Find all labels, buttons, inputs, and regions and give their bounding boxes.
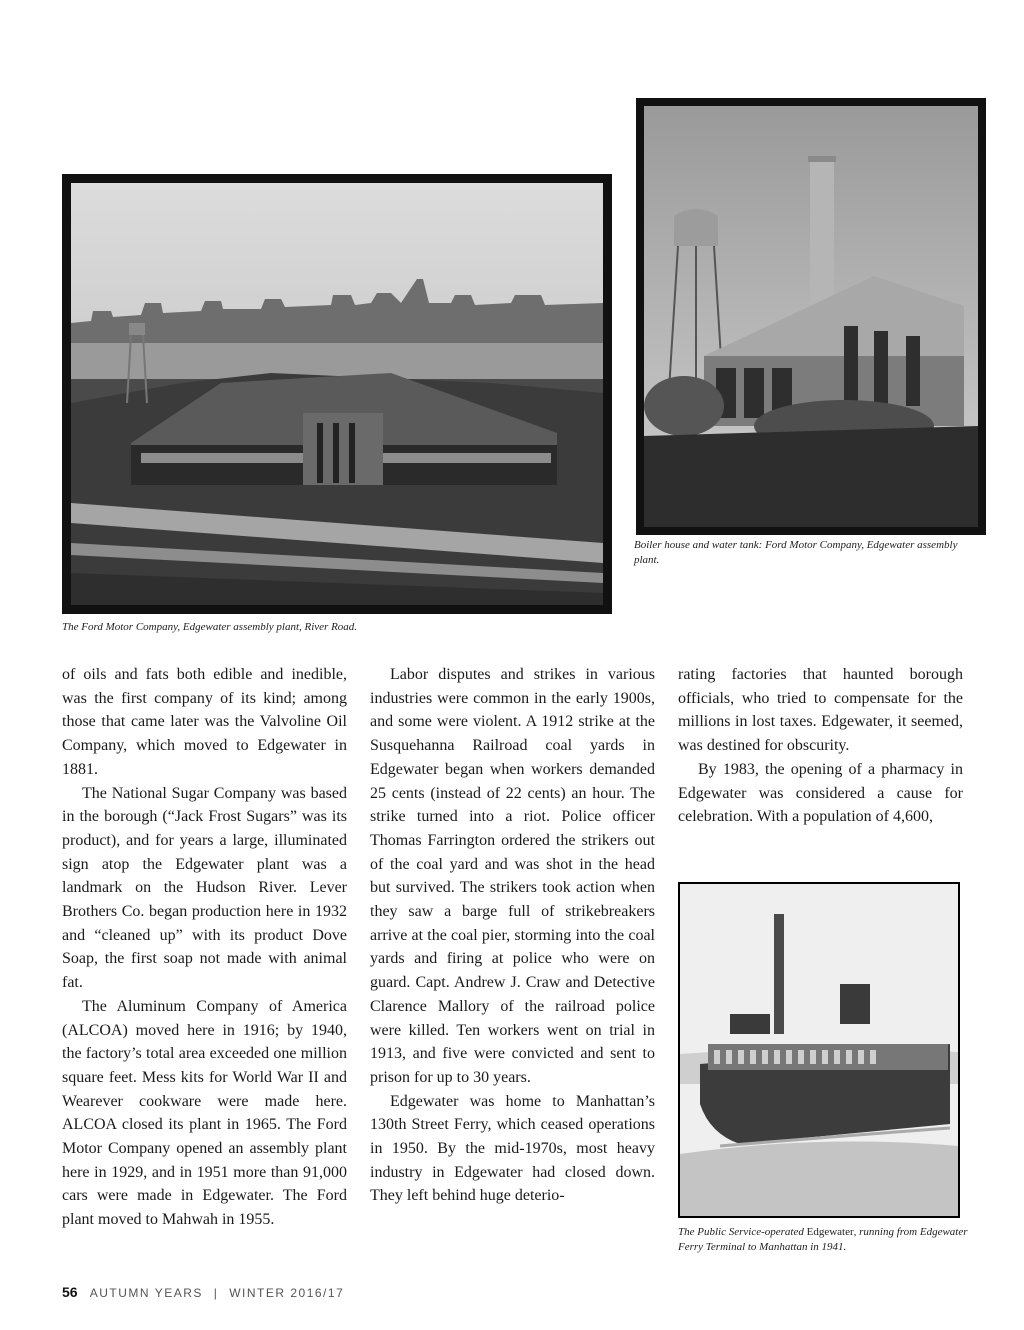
page-number: 56	[62, 1284, 78, 1300]
ford-plant-photo	[62, 174, 612, 614]
article-paragraph: The Aluminum Company of America (ALCOA) moved here in 1916; by 1940, the factory’s total area exceeded one million square feet. Mess kits for World War II and Wearever cookware were made here. ALCOA closed its plant in 1965. The Ford Motor Company opened an assembly plant here in 1929, and in 1951 more than 91,000 cars were made in Edgewater. The Ford plant moved to Mahwah in 1955.	[62, 997, 347, 1229]
article-paragraph: By 1983, the opening of a pharmacy in Edgewater was considered a cause for celebration. With a population of 4,600,	[678, 760, 963, 826]
article-column-1	[62, 663, 347, 1232]
article-paragraph: The National Sugar Company was based in the borough (“Jack Frost Sugars” was its product), and for years a large, illuminated sign atop the Edgewater plant was a landmark on the Hudson River. Lever Brothers Co. began production here in 1932 and “cleaned up” with its product Dove Soap, the first soap not made with animal fat.	[62, 784, 347, 992]
article-paragraph: rating factories that haunted borough officials, who tried to compensate for the millions in lost taxes. Edgewater, it seemed, was destined for obscurity.	[678, 666, 963, 755]
boiler-house-photo	[636, 98, 986, 535]
page-footer	[62, 1284, 344, 1300]
ferry-caption-post: , running from Edgewater Ferry Terminal to Manhattan in 1941.	[678, 1226, 968, 1253]
issue-name: WINTER 2016/17	[229, 1286, 345, 1300]
article-column-3	[678, 663, 963, 829]
article-paragraph: Edgewater was home to Manhattan’s 130th Street Ferry, which ceased operations in 1950. By the mid-1970s, most heavy industry in Edgewater had closed down. They left behind huge deterio-	[370, 1092, 655, 1205]
ferry-photo	[678, 882, 960, 1218]
ford-plant-caption: The Ford Motor Company, Edgewater assembly plant, River Road.	[62, 621, 358, 633]
ferry-caption-pre: The Public Service-operated	[678, 1226, 807, 1238]
article-paragraph: Labor disputes and strikes in various industries were common in the early 1900s, and some were violent. A 1912 strike at the Susquehanna Railroad coal yards in Edgewater began when workers demanded 25 cents (instead of 22 cents) an hour. The strike turned into a riot. Police officer Thomas Farrington ordered the strikers out of the coal yard and was shot in the head but survived. The strikers took action when they saw a barge full of strikebreakers arrive at the coal pier, storming into the coal yards and firing at police who were on guard. Capt. Andrew J. Craw and Detective Clarence Mallory of the railroad police were killed. Ten workers went on trial in 1913, and five were convicted and sent to prison for up to 30 years.	[370, 666, 655, 1086]
ferry-caption-ship-name: Edgewater	[806, 1226, 854, 1238]
article-column-2	[370, 663, 655, 1208]
publication-name: AUTUMN YEARS	[89, 1286, 203, 1300]
footer-separator: |	[213, 1286, 219, 1300]
article-paragraph: of oils and fats both edible and inedible, was the first company of its kind; among those that came later was the Valvoline Oil Company, which moved to Edgewater in 1881.	[62, 666, 347, 778]
ferry-caption	[678, 1225, 968, 1255]
boiler-house-caption: Boiler house and water tank: Ford Motor Company, Edgewater assembly plant.	[634, 539, 958, 566]
